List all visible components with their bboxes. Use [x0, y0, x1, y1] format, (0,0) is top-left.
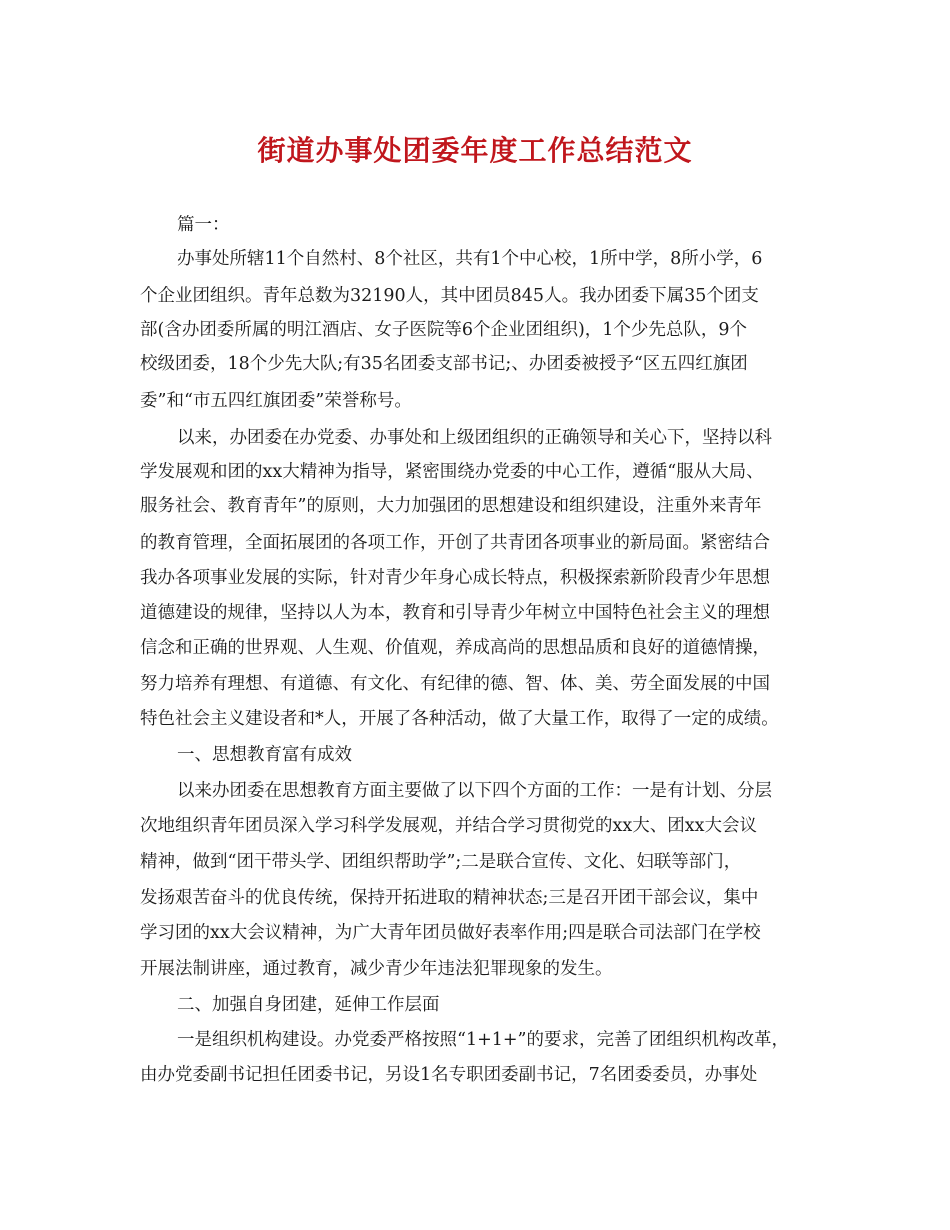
paragraph-line: 开展法制讲座，通过教育，减少青少年违法犯罪现象的发生。 — [140, 959, 613, 979]
paragraph-line: 发扬艰苦奋斗的优良传统，保持开拓进取的精神状态;三是召开团干部会议，集中 — [140, 888, 759, 908]
paragraph-line: 特色社会主义建设者和*人，开展了各种活动，做了大量工作，取得了一定的成绩。 — [140, 709, 779, 729]
paragraph-line: 学发展观和团的xx大精神为指导，紧密围绕办党委的中心工作，遵循“服从大局、 — [140, 462, 764, 482]
paragraph-line: 以来，办团委在办党委、办事处和上级团组织的正确领导和关心下，坚持以科 — [177, 428, 772, 448]
paragraph-line: 办事处所辖11个自然村、8个社区，共有1个中心校，1所中学，8所小学，6 — [177, 249, 763, 269]
paragraph-line: 以来办团委在思想教育方面主要做了以下四个方面的工作：一是有计划、分层 — [177, 781, 772, 801]
paragraph-line: 信念和正确的世界观、人生观、价值观，养成高尚的思想品质和良好的道德情操， — [140, 638, 770, 658]
paragraph-line: 道德建设的规律，坚持以人为本，教育和引导青少年树立中国特色社会主义的理想 — [140, 603, 770, 623]
paragraph-line: 由办党委副书记担任团委书记，另设1名专职团委副书记，7名团委委员，办事处 — [140, 1065, 758, 1085]
paragraph-line: 的教育管理，全面拓展团的各项工作，开创了共青团各项事业的新局面。紧密结合 — [140, 533, 770, 553]
paragraph-line: 部(含办团委所属的明江酒店、女子医院等6个企业团组织)，1个少先总队，9个 — [140, 320, 748, 340]
paragraph-line: 努力培养有理想、有道德、有文化、有纪律的德、智、体、美、劳全面发展的中国 — [140, 674, 770, 694]
document-title: 街道办事处团委年度工作总结范文 — [257, 134, 693, 167]
paragraph-line: 一是组织机构建设。办党委严格按照“1+1+”的要求，完善了团组织机构改革， — [177, 1030, 789, 1050]
paragraph-line: 校级团委，18个少先大队;有35名团委支部书记;、办团委被授予“区五四红旗团 — [140, 354, 748, 374]
paragraph-line: 委”和“市五四红旗团委”荣誉称号。 — [140, 391, 412, 411]
paragraph-line: 学习团的xx大会议精神，为广大青年团员做好表率作用;四是联合司法部门在学校 — [140, 923, 761, 943]
paragraph-line: 服务社会、教育青年”的原则，大力加强团的思想建设和组织建设，注重外来青年 — [140, 496, 762, 516]
section-heading: 二、加强自身团建，延伸工作层面 — [177, 995, 440, 1015]
paragraph-line: 我办各项事业发展的实际，针对青少年身心成长特点，积极探索新阶段青少年思想 — [140, 568, 770, 588]
paragraph-line: 次地组织青年团员深入学习科学发展观，并结合学习贯彻党的xx大、团xx大会议 — [140, 816, 757, 836]
paragraph-line: 精神，做到“团干带头学、团组织帮助学”;二是联合宣传、文化、妇联等部门， — [140, 852, 742, 872]
paragraph-line: 个企业团组织。青年总数为32190人，其中团员845人。我办团委下属35个团支 — [140, 286, 759, 306]
section-label: 篇一： — [177, 215, 230, 235]
section-heading: 一、思想教育富有成效 — [177, 745, 352, 765]
